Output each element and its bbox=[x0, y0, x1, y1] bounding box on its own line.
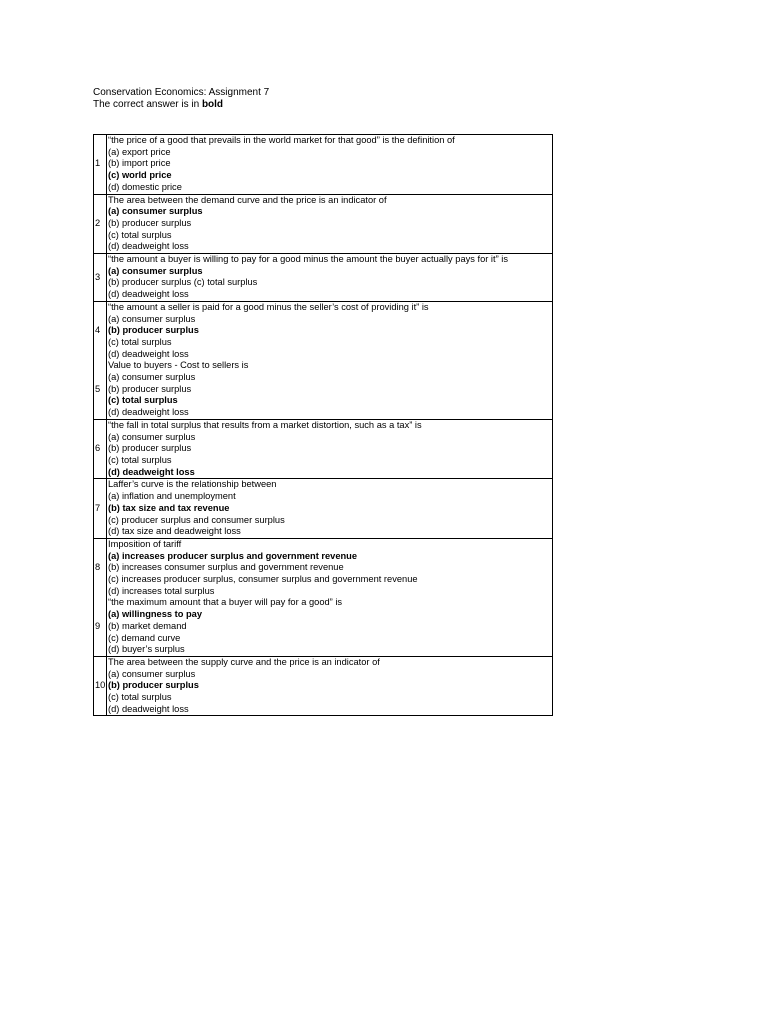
answer-option: (d) deadweight loss bbox=[108, 703, 189, 714]
question-text: “the amount a buyer is willing to pay for a good minus the amount the buyer actually pays for it” is bbox=[108, 254, 508, 265]
question-content bbox=[107, 360, 553, 419]
question-row bbox=[94, 479, 553, 539]
question-content bbox=[107, 254, 553, 302]
answer-option: (a) consumer surplus bbox=[108, 431, 196, 442]
answer-option: (c) demand curve bbox=[108, 632, 181, 643]
questions-table-body bbox=[94, 135, 553, 716]
question-number: 8 bbox=[94, 538, 107, 597]
question-row bbox=[94, 360, 553, 419]
question-row bbox=[94, 419, 553, 479]
answer-option: (b) producer surplus bbox=[108, 217, 192, 228]
correct-answer-option: (b) producer surplus bbox=[108, 325, 199, 336]
answer-option: (b) increases consumer surplus and government revenue bbox=[108, 562, 344, 573]
question-text: The area between the demand curve and the price is an indicator of bbox=[108, 194, 387, 205]
correct-answer-option: (b) tax size and tax revenue bbox=[108, 502, 230, 513]
question-content bbox=[107, 538, 553, 597]
correct-answer-option: (b) producer surplus bbox=[108, 680, 199, 691]
answer-option: (c) total surplus bbox=[108, 454, 172, 465]
answer-option: (d) tax size and deadweight loss bbox=[108, 526, 241, 537]
answer-option: (c) total surplus bbox=[108, 229, 172, 240]
answer-option: (c) producer surplus and consumer surplus bbox=[108, 514, 285, 525]
question-content bbox=[107, 419, 553, 479]
question-row bbox=[94, 135, 553, 195]
question-row bbox=[94, 538, 553, 597]
answer-key-note-text: The correct answer is in bbox=[93, 99, 202, 110]
answer-key-note-bold: bold bbox=[201, 99, 224, 110]
answer-option: (d) domestic price bbox=[108, 181, 182, 192]
question-number: 2 bbox=[94, 194, 107, 254]
answer-option: (d) deadweight loss bbox=[108, 241, 189, 252]
answer-option: (d) deadweight loss bbox=[108, 348, 189, 359]
questions-table bbox=[93, 134, 553, 716]
question-text: Imposition of tariff bbox=[108, 538, 182, 549]
question-number: 5 bbox=[94, 360, 107, 419]
question-text: The area between the supply curve and the price is an indicator of bbox=[108, 656, 380, 667]
correct-answer-option: (c) world price bbox=[108, 170, 172, 181]
document-header bbox=[93, 87, 269, 111]
answer-option: (d) deadweight loss bbox=[108, 407, 189, 418]
document-title: Conservation Economics: Assignment 7 bbox=[93, 87, 270, 98]
question-row bbox=[94, 301, 553, 360]
answer-option: (c) total surplus bbox=[108, 692, 172, 703]
question-number: 10 bbox=[94, 656, 107, 716]
question-row bbox=[94, 254, 553, 302]
question-content bbox=[107, 194, 553, 254]
question-text: “the maximum amount that a buyer will pay for a good” is bbox=[108, 597, 343, 608]
question-text: “the fall in total surplus that results from a market distortion, such as a tax” is bbox=[108, 419, 422, 430]
question-text: Laffer’s curve is the relationship between bbox=[108, 479, 277, 490]
answer-option: (a) consumer surplus bbox=[108, 372, 196, 383]
answer-option: (a) consumer surplus bbox=[108, 313, 196, 324]
question-number: 4 bbox=[94, 301, 107, 360]
answer-option: (c) increases producer surplus, consumer surplus and government revenue bbox=[108, 574, 418, 585]
answer-option: (b) producer surplus (c) total surplus bbox=[108, 277, 258, 288]
answer-key-note bbox=[93, 99, 269, 111]
answer-option: (d) increases total surplus bbox=[108, 585, 215, 596]
question-content bbox=[107, 135, 553, 195]
answer-option: (d) deadweight loss bbox=[108, 289, 189, 300]
correct-answer-option: (d) deadweight loss bbox=[108, 466, 195, 477]
question-text: Value to buyers - Cost to sellers is bbox=[108, 360, 249, 371]
answer-option: (a) consumer surplus bbox=[108, 668, 196, 679]
question-number: 1 bbox=[94, 135, 107, 195]
question-number: 9 bbox=[94, 597, 107, 656]
question-number: 7 bbox=[94, 479, 107, 539]
question-content bbox=[107, 597, 553, 656]
answer-option: (d) buyer’s surplus bbox=[108, 644, 185, 655]
question-content bbox=[107, 479, 553, 539]
question-content bbox=[107, 656, 553, 716]
correct-answer-option: (a) consumer surplus bbox=[108, 265, 203, 276]
correct-answer-option: (c) total surplus bbox=[108, 395, 178, 406]
answer-option: (a) export price bbox=[108, 146, 171, 157]
question-number: 6 bbox=[94, 419, 107, 479]
correct-answer-option: (a) consumer surplus bbox=[108, 206, 203, 217]
question-number: 3 bbox=[94, 254, 107, 302]
correct-answer-option: (a) willingness to pay bbox=[108, 609, 203, 620]
question-content bbox=[107, 301, 553, 360]
question-row bbox=[94, 194, 553, 254]
answer-option: (b) import price bbox=[108, 158, 171, 169]
answer-option: (a) inflation and unemployment bbox=[108, 491, 236, 502]
answer-option: (b) producer surplus bbox=[108, 383, 192, 394]
question-row bbox=[94, 597, 553, 656]
question-text: “the price of a good that prevails in the world market for that good” is the definition of bbox=[108, 135, 455, 145]
question-row bbox=[94, 656, 553, 716]
answer-option: (b) producer surplus bbox=[108, 443, 192, 454]
answer-option: (b) market demand bbox=[108, 620, 187, 631]
answer-option: (c) total surplus bbox=[108, 336, 172, 347]
correct-answer-option: (a) increases producer surplus and government revenue bbox=[108, 550, 358, 561]
question-text: “the amount a seller is paid for a good minus the seller’s cost of providing it” is bbox=[108, 301, 429, 312]
